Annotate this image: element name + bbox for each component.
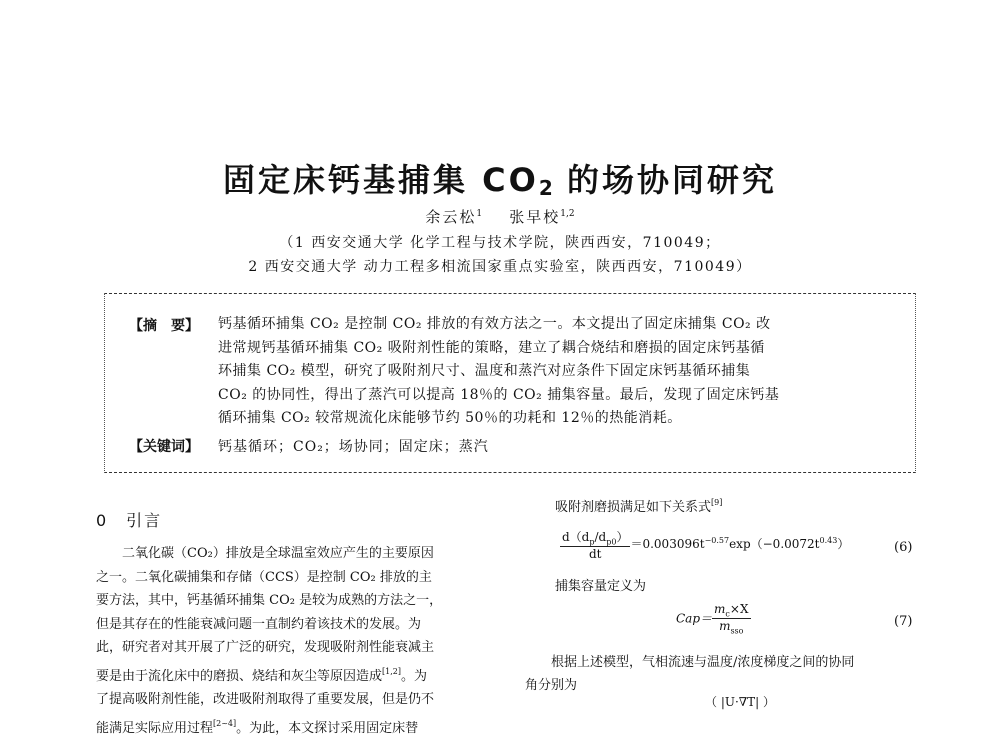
text-line: 了提高吸附剂性能，改进吸附剂取得了重要发展，但是仍不 xyxy=(96,688,496,712)
author-name: 张早校 xyxy=(509,208,560,226)
citation: [2~4] xyxy=(213,719,236,728)
synergy-paragraph-line: 角分别为 xyxy=(525,674,577,693)
intro-paragraph xyxy=(96,542,496,740)
citation: [1,2] xyxy=(382,667,401,676)
abstract-line: 进常规钙基循环捕集 CO₂ 吸附剂性能的策略，建立了耦合烧结和磨损的固定床钙基循 xyxy=(218,337,894,361)
text-line: 但是其存在的性能衰减问题一直制约着该技术的发展。为 xyxy=(96,613,496,637)
paper-title: 固定床钙基捕集 $CO_2$ 的场协同研究 xyxy=(0,155,1000,201)
abstract-line: 循环捕集 CO₂ 较常规流化床能够节约 50％的功耗和 12％的热能消耗。 xyxy=(218,407,894,431)
text-line: 要方法，其中，钙基循环捕集 CO₂ 是较为成熟的方法之一， xyxy=(96,589,496,613)
capacity-intro: 捕集容量定义为 xyxy=(555,575,646,594)
eq7-denominator: $m_{sso}$ xyxy=(712,619,750,635)
abstract-line: 钙基循环捕集 CO₂ 是控制 CO₂ 排放的有效方法之一。本文提出了固定床捕集 CO₂ 改 xyxy=(218,313,894,337)
affiliation-1: （1 西安交通大学 化学工程与技术学院，陕西西安，710049； xyxy=(0,232,1000,252)
equation-6: $\frac{d(d_p/d_{p0})}{dt}$ $=0.003096t^{-0.57}\exp(-0.0072t^{0.43})$ xyxy=(560,528,849,561)
eq6-numerator: $d(d_p/d_{p0})$ xyxy=(560,528,630,547)
eq7-fraction xyxy=(712,602,750,636)
section-heading: 0 引言 xyxy=(96,508,162,531)
synergy-paragraph-line: 根据上述模型，气相流速与温度/浓度梯度之间的协同 xyxy=(525,651,854,670)
affiliation-2: 2 西安交通大学 动力工程多相流国家重点实验室，陕西西安，710049） xyxy=(0,256,1000,276)
eq6-intro: 吸附剂磨损满足如下关系式[9] xyxy=(555,496,722,515)
text-line: 之一。二氧化碳捕集和存储（CCS）是控制 CO₂ 排放的主 xyxy=(96,566,496,590)
partial-formula: （ |U·∇T| ） xyxy=(705,693,775,710)
abstract-label: 【摘 要】 xyxy=(129,315,199,335)
eq6-fraction xyxy=(560,528,630,561)
author-affil-mark: 1,2 xyxy=(560,209,574,219)
author-name: 余云松 xyxy=(425,208,476,226)
author-affil-mark: 1 xyxy=(476,209,482,219)
text-line: 要是由于流化床中的磨损、烧结和灰尘等原因造成[1,2]。为 xyxy=(96,660,496,689)
text-line: 二氧化碳（CO₂）排放是全球温室效应产生的主要原因 xyxy=(96,542,496,566)
equation-7: Cap＝ $\frac{m_c\times X}{m_{sso}}$ xyxy=(676,602,751,636)
author-list xyxy=(0,206,1000,227)
eq7-numerator: $m_c\times X$ xyxy=(712,602,750,619)
eq7-number: (7) xyxy=(894,614,912,629)
abstract-text xyxy=(218,313,894,431)
abstract-line: 环捕集 CO₂ 模型，研究了吸附剂尺寸、温度和蒸汽对应条件下固定床钙基循环捕集 xyxy=(218,360,894,384)
eq6-number: (6) xyxy=(894,540,912,555)
eq6-denominator: dt xyxy=(560,547,630,561)
keywords-label: 【关键词】 xyxy=(129,436,199,456)
keywords-text: 钙基循环；CO₂；场协同；固定床；蒸汽 xyxy=(218,436,489,456)
abstract-box xyxy=(104,293,916,473)
text-line: 能满足实际应用过程[2~4]。为此，本文探讨采用固定床替 xyxy=(96,712,496,740)
abstract-line: CO₂ 的协同性，得出了蒸汽可以提高 18％的 CO₂ 捕集容量。最后，发现了固定床钙基 xyxy=(218,384,894,408)
text-line: 此，研究者对其开展了广泛的研究，发现吸附剂性能衰减主 xyxy=(96,636,496,660)
